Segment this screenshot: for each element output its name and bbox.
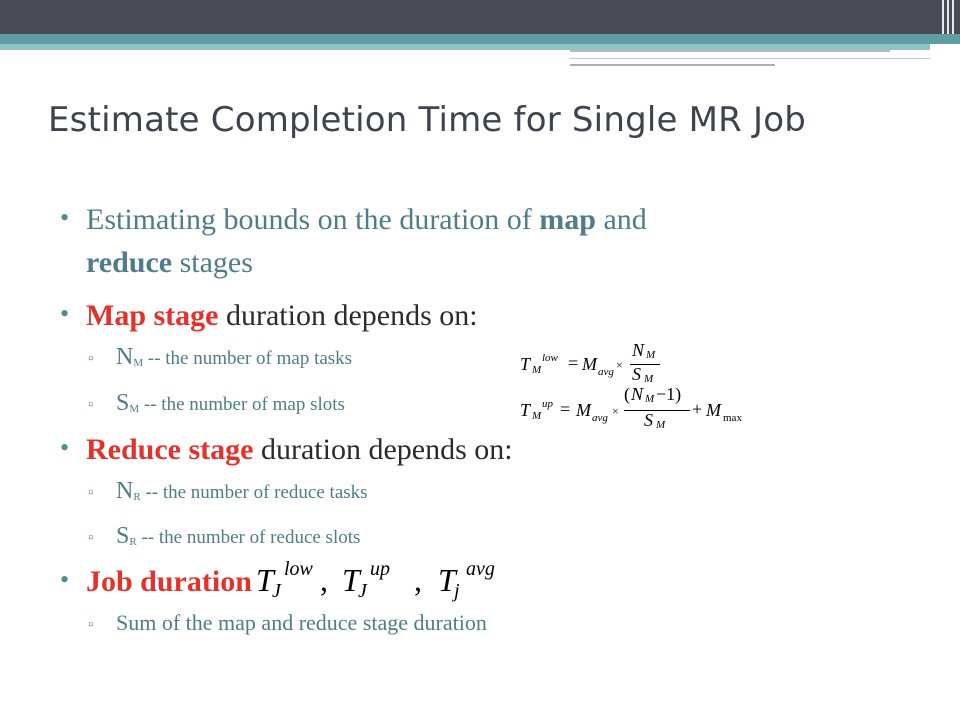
formula-sub: M bbox=[532, 364, 542, 376]
formula-sub: M bbox=[644, 373, 654, 385]
formula-sup: up bbox=[370, 558, 390, 580]
formula-n: N bbox=[631, 384, 644, 404]
sub-bullet-sum: Sum of the map and reduce stage duration bbox=[116, 610, 487, 635]
highlight-job-duration: Job duration bbox=[86, 565, 252, 598]
formula-t: T bbox=[438, 562, 456, 598]
bullet-marker: • bbox=[60, 433, 70, 462]
highlight-reduce-stage: Reduce stage bbox=[86, 433, 254, 466]
bullet-text: Estimating bounds on the duration of bbox=[86, 203, 540, 236]
formula-map-up bbox=[520, 384, 770, 434]
formula-minus-one: −1) bbox=[656, 384, 682, 404]
formula-times: × bbox=[616, 358, 623, 372]
sub-bullet-marker: ▫ bbox=[88, 530, 94, 546]
formula-sub: J bbox=[358, 580, 367, 602]
formula-sub: M bbox=[646, 349, 656, 361]
bullet-text: and bbox=[595, 203, 647, 236]
bullet-bold-reduce: reduce bbox=[86, 246, 173, 279]
formula-m: M bbox=[582, 354, 597, 374]
bullet-map-stage bbox=[86, 299, 478, 333]
decor-line bbox=[570, 64, 775, 66]
formula-s: S bbox=[644, 410, 653, 430]
formula-sub: max bbox=[723, 412, 742, 424]
bullet-estimating-line2 bbox=[86, 246, 253, 280]
sub-bullet-nm bbox=[116, 344, 352, 371]
formula-s: S bbox=[632, 364, 641, 384]
var-n: N bbox=[116, 478, 134, 504]
sub-bullet-text: -- the number of map slots bbox=[139, 394, 345, 415]
formula-sub: M bbox=[532, 410, 542, 422]
formula-comma: , bbox=[320, 562, 328, 598]
formula-n: N bbox=[632, 340, 645, 360]
formula-sup: avg bbox=[466, 558, 495, 580]
bullet-marker: • bbox=[60, 565, 70, 594]
highlight-map-stage: Map stage bbox=[86, 299, 219, 332]
formula-t: T bbox=[342, 562, 360, 598]
bullet-reduce-stage bbox=[86, 433, 513, 467]
formula-m: M bbox=[706, 400, 721, 420]
var-subscript: M bbox=[133, 357, 144, 369]
decor-line bbox=[570, 50, 890, 52]
sub-bullet-nr bbox=[116, 478, 368, 505]
bullet-job-duration bbox=[86, 565, 252, 599]
sub-bullet-marker: ▫ bbox=[88, 485, 94, 501]
formula-sub: J bbox=[272, 580, 281, 602]
formula-sub: M bbox=[656, 419, 666, 431]
formula-sub: j bbox=[454, 580, 460, 602]
formula-sub: M bbox=[645, 393, 655, 405]
bullet-marker: • bbox=[60, 299, 70, 328]
sub-bullet-text: -- the number of map tasks bbox=[143, 348, 353, 369]
sub-bullet-sm bbox=[116, 390, 345, 417]
formula-paren: ( bbox=[624, 384, 630, 404]
fraction-bar bbox=[624, 410, 690, 411]
var-s: S bbox=[116, 523, 130, 549]
teal-band bbox=[0, 34, 960, 44]
sub-bullet-sr bbox=[116, 523, 360, 550]
var-subscript: M bbox=[129, 403, 140, 415]
formula-t: T bbox=[520, 400, 531, 420]
top-banner bbox=[0, 0, 960, 34]
decor-line bbox=[570, 58, 930, 59]
sub-bullet-text: -- the number of reduce tasks bbox=[140, 482, 368, 503]
bullet-text: duration depends on: bbox=[218, 299, 478, 332]
formula-sub: avg bbox=[598, 366, 614, 378]
formula-t: T bbox=[256, 562, 274, 598]
formula-equals: = bbox=[568, 353, 579, 373]
formula-sup: up bbox=[542, 398, 553, 410]
bullet-text: stages bbox=[172, 246, 253, 279]
bullet-bold-map: map bbox=[539, 203, 596, 236]
bullet-text: duration depends on: bbox=[253, 433, 513, 466]
formula-sup: low bbox=[542, 352, 558, 364]
formula-sup: low bbox=[284, 558, 313, 580]
var-n: N bbox=[116, 344, 134, 370]
var-subscript: R bbox=[133, 491, 141, 503]
sub-bullet-marker: ▫ bbox=[88, 351, 94, 367]
formula-times: × bbox=[612, 404, 619, 418]
var-s: S bbox=[116, 390, 130, 416]
var-subscript: R bbox=[129, 536, 137, 548]
sub-bullet-marker: ▫ bbox=[88, 397, 94, 413]
formula-map-low bbox=[520, 340, 700, 388]
slide-title: Estimate Completion Time for Single MR Job bbox=[48, 100, 807, 140]
formula-job-duration bbox=[256, 560, 616, 610]
formula-plus: + bbox=[692, 399, 703, 419]
formula-comma: , bbox=[414, 562, 422, 598]
formula-sub: avg bbox=[592, 412, 608, 424]
bullet-estimating-line1 bbox=[86, 203, 647, 237]
banner-stripes bbox=[942, 0, 954, 34]
sub-bullet-marker: ▫ bbox=[88, 617, 94, 633]
formula-m: M bbox=[576, 400, 591, 420]
formula-t: T bbox=[520, 354, 531, 374]
sub-bullet-text: -- the number of reduce slots bbox=[136, 527, 361, 548]
bullet-marker: • bbox=[60, 203, 70, 232]
formula-equals: = bbox=[560, 399, 571, 419]
